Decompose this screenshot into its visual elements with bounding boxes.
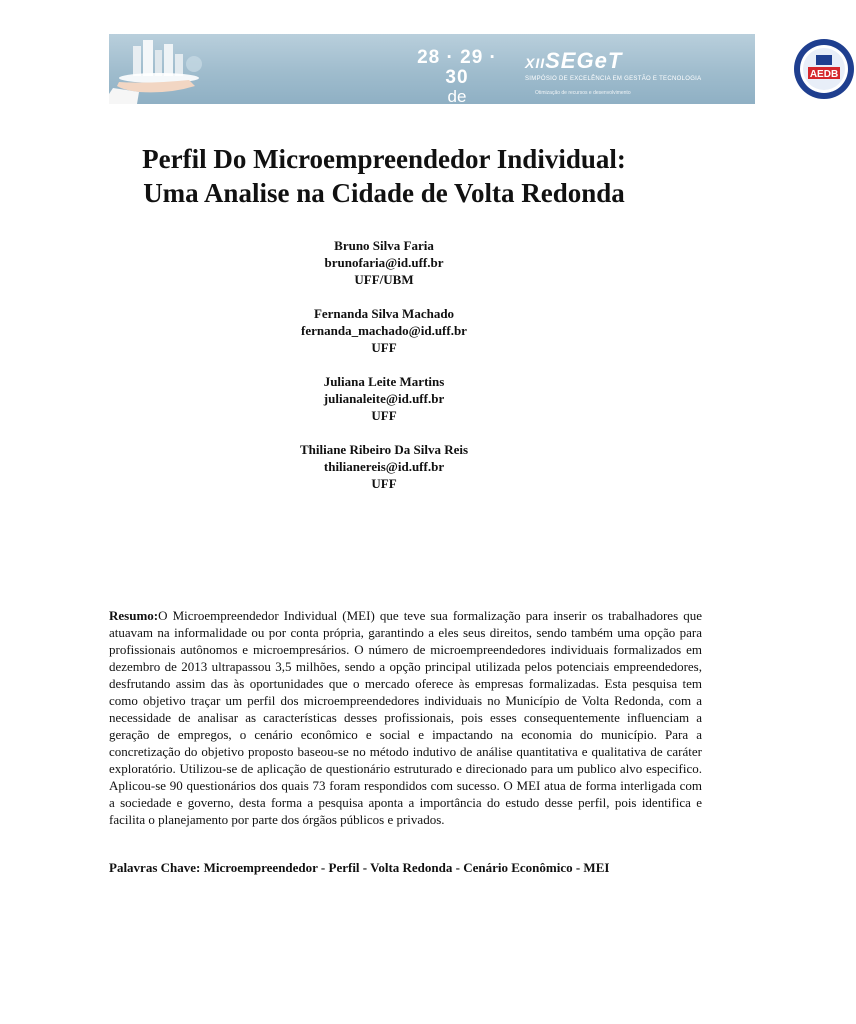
- author-block: [184, 441, 584, 492]
- hand-city-icon: [109, 34, 229, 104]
- event-month: de OUTUBRO: [414, 86, 500, 124]
- author-block: [184, 305, 584, 356]
- author-email: brunofaria@id.uff.br: [324, 255, 444, 270]
- event-subtitle: SIMPÓSIO DE EXCELÊNCIA EM GESTÃO E TECNOLOGIA: [525, 76, 702, 82]
- author-list: [184, 237, 584, 509]
- author-affiliation: UFF: [371, 340, 397, 355]
- author-email: fernanda_machado@id.uff.br: [301, 323, 467, 338]
- author-affiliation: UFF/UBM: [354, 272, 414, 287]
- keywords: Palavras Chave: Microempreendedor - Perfil - Volta Redonda - Cenário Econômico - MEI: [109, 860, 610, 875]
- abstract-label: Resumo:: [109, 608, 159, 623]
- event-name: SEGeT: [545, 48, 623, 73]
- seget-wordmark: [525, 48, 622, 74]
- author-name: Juliana Leite Martins: [323, 374, 445, 389]
- author-email: thilianereis@id.uff.br: [323, 459, 445, 474]
- author-email: julianaleite@id.uff.br: [323, 391, 445, 406]
- author-block: [184, 237, 584, 288]
- abstract-text: O Microempreendedor Individual (MEI) que teve sua formalização para inserir os trabalhadores que atuavam na informalidade ou por conta própria, garantindo a eles seus direitos, sendo também uma opção para profissionais autônomos e microempresários. O número de microempreendedores individuais formalizados em dezembro de 2013 ultrapassou 3,5 milhões, sendo a opção principal utilizada pelos potenciais empreendedores, desfrutando assim das às oportunidades que o mercado oferece às empresas formalizadas. Esta pesquisa tem como objetivo traçar um perfil dos microempreendedores individuais no Município de Volta Redonda, com a necessidade de analisar as características desses profissionais, pois esses consequentemente influenciam a geração de empregos, o cenário econômico e social e impactando na economia do município. Para a concretização do objetivo proposto baseou-se no método indutivo de análise quantitativa e qualitativa de caráter exploratório. Utilizou-se de aplicação de questionário estruturado e direcionado para um publico alvo especifico. Aplicou-se 90 questionários dos quais 73 foram respondidos com sucesso. O MEI atua de forma interligada com a sociedade e governo, desta forma a pesquisa aponta a importância do estudo desse perfil, pois identifica e facilita o planejamento por parte dos órgãos públicos e privados.: [109, 608, 702, 827]
- event-days: 28 · 29 · 30: [417, 47, 497, 88]
- paper-title-line-2: Uma Analise na Cidade de Volta Redonda: [143, 178, 625, 208]
- abstract: [109, 607, 702, 828]
- author-name: Bruno Silva Faria: [334, 238, 434, 253]
- author-block: [184, 373, 584, 424]
- event-dates: [407, 48, 507, 124]
- author-affiliation: UFF: [371, 476, 397, 491]
- seal-text: AEDB: [809, 69, 839, 80]
- hand-with-city-illustration: [109, 34, 229, 104]
- author-name: Fernanda Silva Machado: [313, 306, 455, 321]
- author-affiliation: UFF: [371, 408, 397, 423]
- event-tagline: Otimização de recursos e desenvolvimento: [535, 90, 631, 96]
- paper-title: [60, 142, 708, 210]
- event-edition: XII: [525, 55, 546, 71]
- paper-title-line-1: Perfil Do Microempreendedor Individual:: [142, 144, 626, 174]
- conference-banner: [109, 34, 839, 124]
- aedb-seal-icon: [792, 37, 856, 101]
- seget-logo: [525, 48, 702, 98]
- author-name: Thiliane Ribeiro Da Silva Reis: [299, 442, 469, 457]
